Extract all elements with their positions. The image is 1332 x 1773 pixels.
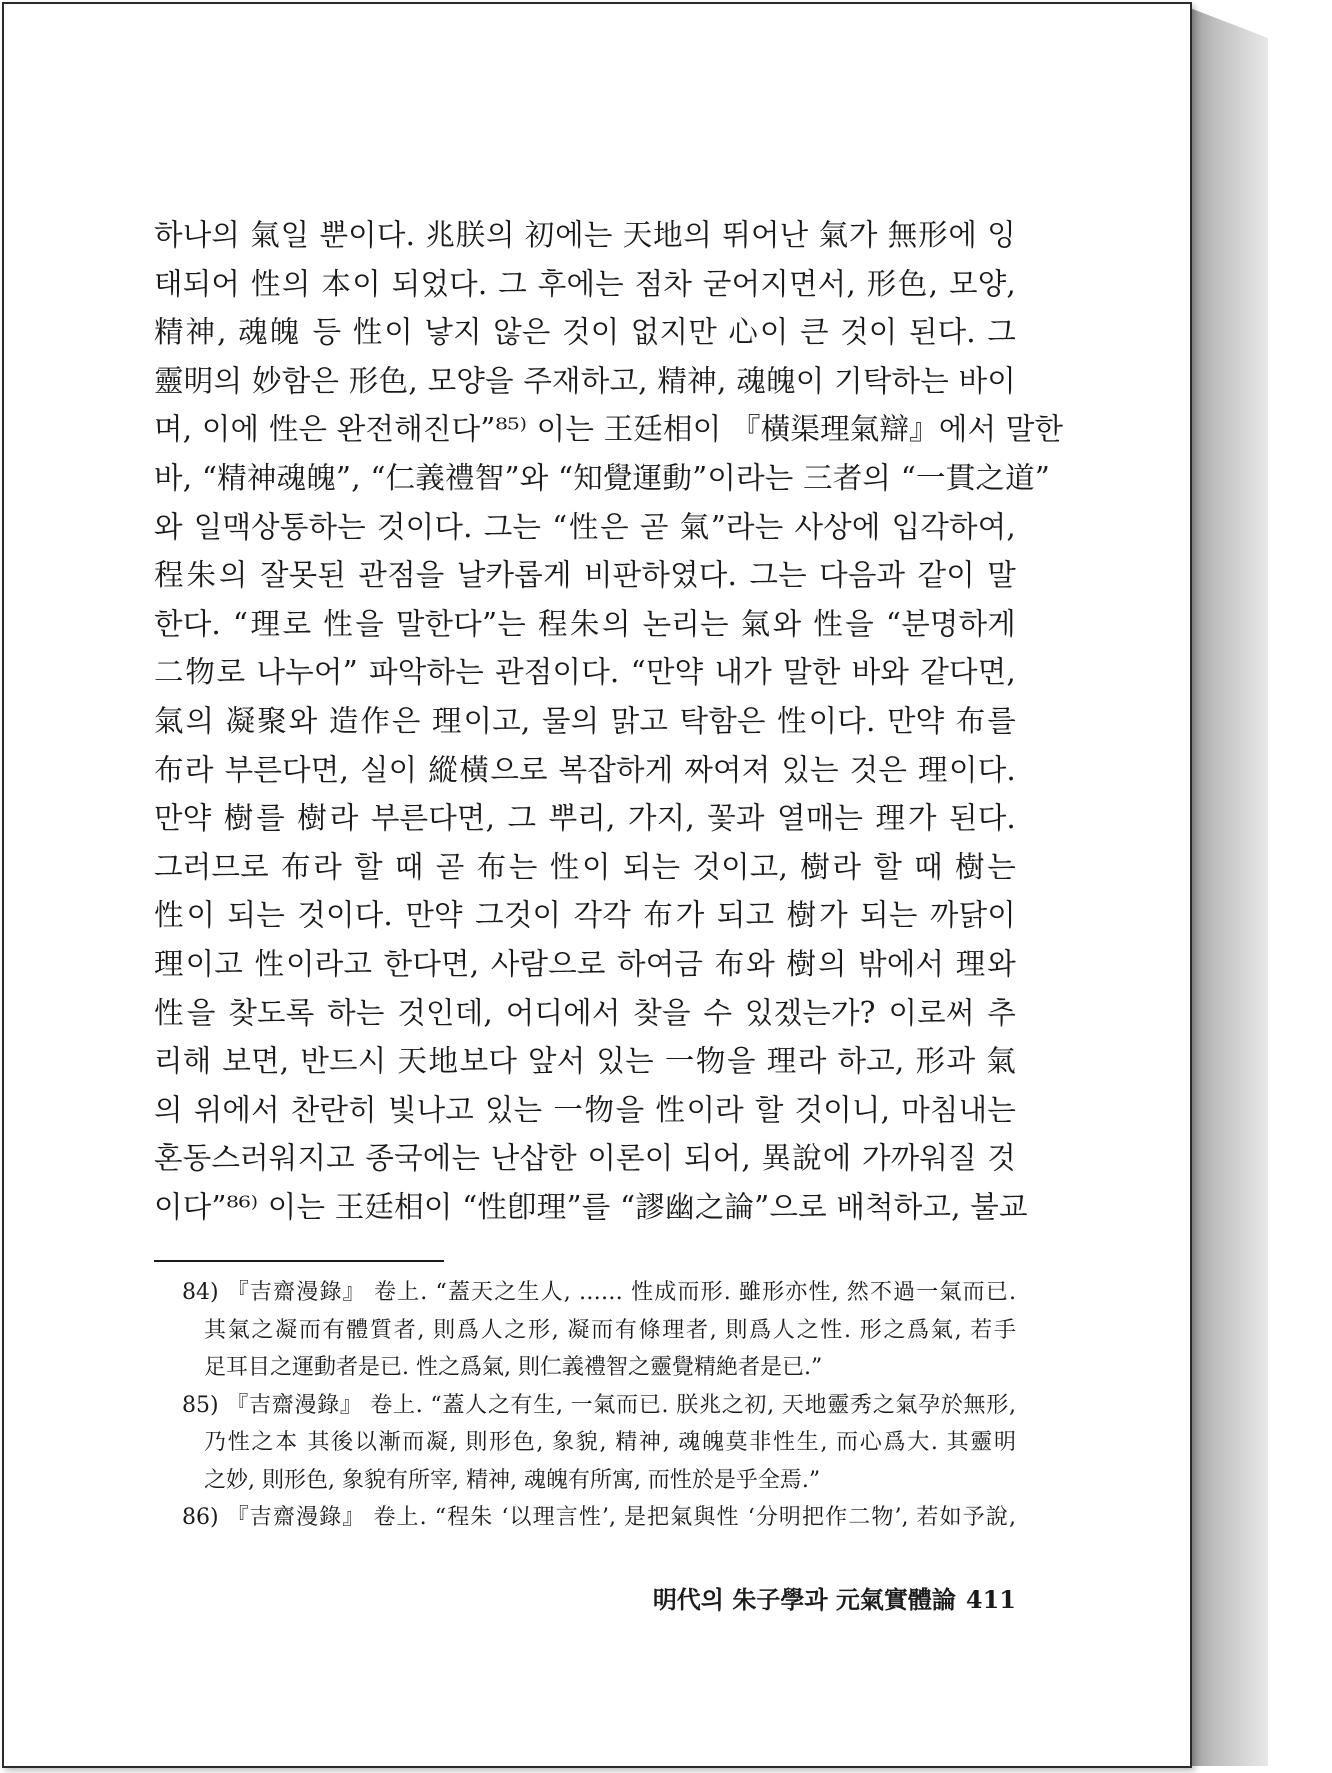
running-footer <box>624 1580 1016 1615</box>
body-line: 靈明의 妙함은 形色, 모양을 주재하고, 精神, 魂魄이 기탁하는 바이 <box>154 363 1016 398</box>
footnote-line: 乃性之本 其後以漸而凝, 則形色, 象貌, 精神, 魂魄莫非性生, 而心爲大. 其靈明 <box>204 1430 1016 1455</box>
footnote-line: 足耳目之運動者是已. 性之爲氣, 則仁義禮智之靈覺精絶者是已.” <box>204 1355 823 1380</box>
body-line: 바, “精神魂魄”, “仁義禮智”와 “知覺運動”이라는 三者의 “一貫之道” <box>154 460 1051 495</box>
body-line: 性을 찾도록 하는 것인데, 어디에서 찾을 수 있겠는가? 이로써 추 <box>154 995 1016 1030</box>
body-line: 性이 되는 것이다. 만약 그것이 각각 布가 되고 樹가 되는 까닭이 <box>154 898 1016 933</box>
footnote-line: 85) 『吉齋漫錄』 卷上. “蓋人之有生, 一氣而已. 朕兆之初, 天地靈秀之氣孕於無形, <box>182 1392 1016 1418</box>
body-line: 이다”⁸⁶⁾ 이는 王廷相이 “性卽理”를 “謬幽之論”으로 배척하고, 불교 <box>154 1189 1028 1224</box>
body-line: 한다. “理로 性을 말한다”는 程朱의 논리는 氣와 性을 “분명하게 <box>154 606 1016 641</box>
footnote-86 <box>154 1499 1016 1537</box>
body-line: 리해 보면, 반드시 天地보다 앞서 있는 一物을 理라 하고, 形과 氣 <box>154 1044 1016 1079</box>
body-line: 氣의 凝聚와 造作은 理이고, 물의 맑고 탁함은 性이다. 만약 布를 <box>154 703 1016 738</box>
footnote-rule <box>154 1260 444 1262</box>
body-line: 理이고 性이라고 한다면, 사람으로 하여금 布와 樹의 밖에서 理와 <box>154 946 1016 981</box>
footnote-85 <box>154 1387 1016 1500</box>
footnote-line: 86) 『吉齋漫錄』 卷上. “程朱 ‘以理言性’, 是把氣與性 ‘分明把作二物’, 若如予說, <box>182 1505 1016 1530</box>
body-line: 하나의 氣일 뿐이다. 兆朕의 初에는 天地의 뛰어난 氣가 無形에 잉 <box>154 218 1016 252</box>
body-line: 程朱의 잘못된 관점을 날카롭게 비판하였다. 그는 다음과 같이 말 <box>154 558 1016 593</box>
book-edge <box>1190 8 1268 1766</box>
body-line: 의 위에서 찬란히 빛나고 있는 一物을 性이라 할 것이니, 마침내는 <box>154 1092 1016 1127</box>
footnote-line: 84) 『吉齋漫錄』 卷上. “蓋天之生人, …… 性成而形. 雖形亦性, 然不過一氣而已. <box>182 1280 1016 1305</box>
footnotes <box>154 1274 1016 1537</box>
body-line: 二物로 나누어” 파악하는 관점이다. “만약 내가 말한 바와 같다면, <box>154 655 1016 690</box>
page-number: 411 <box>965 1585 1016 1614</box>
footnote-line: 之妙, 則形色, 象貌有所宰, 精神, 魂魄有所寓, 而性於是乎全焉.” <box>204 1467 821 1493</box>
body-line: 며, 이에 性은 완전해진다”⁸⁵⁾ 이는 王廷相이 『橫渠理氣辯』에서 말한 <box>154 412 1064 447</box>
body-line: 만약 樹를 樹라 부른다면, 그 뿌리, 가지, 꽃과 열매는 理가 된다. <box>154 801 1016 836</box>
footnote-line: 其氣之凝而有體質者, 則爲人之形, 凝而有條理者, 則爲人之性. 形之爲氣, 若手 <box>204 1317 1016 1343</box>
book-page <box>2 2 1192 1768</box>
running-title: 明代의 朱子學과 元氣實體論 <box>652 1585 956 1614</box>
body-line: 와 일맥상통하는 것이다. 그는 “性은 곧 氣”라는 사상에 입각하여, <box>154 509 1016 544</box>
body-line: 精神, 魂魄 등 性이 낳지 않은 것이 없지만 心이 큰 것이 된다. 그 <box>154 315 1016 350</box>
body-line: 혼동스러워지고 종국에는 난삽한 이론이 되어, 異說에 가까워질 것 <box>154 1141 1016 1176</box>
body-line: 태되어 性의 本이 되었다. 그 후에는 점차 굳어지면서, 形色, 모양, <box>154 266 1016 301</box>
body-line: 布라 부른다면, 실이 縱橫으로 복잡하게 짜여져 있는 것은 理이다. <box>154 752 1016 787</box>
body-line: 그러므로 布라 할 때 곧 布는 性이 되는 것이고, 樹라 할 때 樹는 <box>154 849 1016 884</box>
body-text <box>154 211 1064 1231</box>
footnote-84 <box>154 1274 1016 1387</box>
